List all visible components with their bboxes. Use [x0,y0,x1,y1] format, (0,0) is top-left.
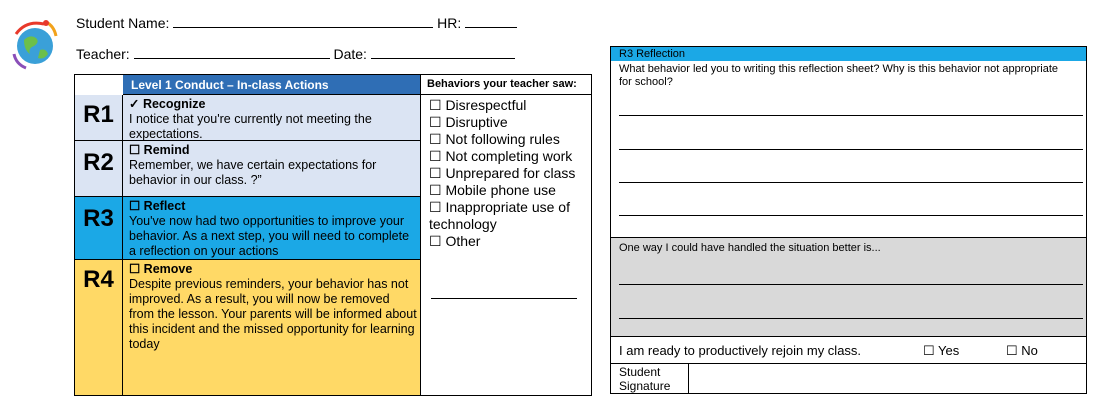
row-text [129,143,417,188]
row-heading: ☐ Remove [129,262,193,276]
ready-text: I am ready to productively rejoin my class. [619,343,862,358]
row-description: You've now had two opportunities to improve your behavior. As a next step, you will need to complete a reflection on your actions [129,214,410,258]
behavior-checkbox[interactable]: ☐ Unprepared for class [429,165,576,181]
behavior-checkbox[interactable]: ☐ Disruptive [429,114,508,130]
answer-line[interactable] [619,215,1083,216]
signature-label: Student Signature [611,364,689,393]
date-field[interactable] [371,45,515,59]
better-handling-section [611,237,1086,337]
conduct-row-r2 [75,141,421,197]
other-behavior-field[interactable] [431,298,577,299]
row-description: Remember, we have certain expectations for behavior in our class. ?” [129,158,377,187]
row-heading: ✓ Recognize [129,97,206,111]
row-label: R1 [75,95,123,140]
behavior-checkbox[interactable]: ☐ Other [429,233,481,249]
hr-label: HR: [437,15,462,31]
teacher-line [76,45,515,62]
ready-to-rejoin-row [611,337,1086,364]
date-label: Date: [333,46,367,62]
row-label: R3 [75,197,123,259]
yes-checkbox[interactable]: ☐ Yes [923,343,960,358]
answer-line[interactable] [619,284,1083,285]
school-logo-icon [6,14,64,72]
reflection-title: R3 Reflection [611,47,1086,61]
behavior-checkbox[interactable]: ☐ Not following rules [429,131,560,147]
behavior-checkbox[interactable]: ☐ Mobile phone use [429,182,556,198]
behavior-checkbox[interactable]: ☐ Disrespectful [429,97,527,113]
reflection-question: What behavior led you to writing this reflection sheet? Why is this behavior not appropriate for school? [619,63,1059,88]
behavior-checkbox[interactable]: ☐ Inappropriate use of technology [429,199,570,232]
answer-line[interactable] [619,149,1083,150]
no-checkbox[interactable]: ☐ No [1006,343,1038,358]
answer-line[interactable] [619,182,1083,183]
behaviors-title: Behaviors your teacher saw: [421,75,591,95]
better-handling-prompt: One way I could have handled the situation better is... [619,242,881,254]
row-text [129,97,417,142]
row-text [129,199,417,259]
student-name-line [76,14,517,31]
student-name-label: Student Name: [76,15,170,31]
row-heading: ☐ Reflect [129,199,186,213]
conduct-row-r3 [75,197,421,260]
row-label: R4 [75,260,123,395]
conduct-row-r4 [75,260,421,395]
row-heading: ☐ Remind [129,143,190,157]
level-title: Level 1 Conduct – In-class Actions [123,75,421,95]
row-label: R2 [75,141,123,196]
hr-field[interactable] [465,14,517,28]
student-name-field[interactable] [173,14,433,28]
conduct-table [74,74,592,396]
teacher-label: Teacher: [76,46,130,62]
conduct-row-r1 [75,95,421,141]
behavior-checkbox[interactable]: ☐ Not completing work [429,148,573,164]
row-description: Despite previous reminders, your behavior has not improved. As a result, you will now be removed from the lesson. Your parents will be informed about this incident and the missed opportunity for learning today [129,277,417,351]
answer-line[interactable] [619,115,1083,116]
behaviors-list [429,97,591,250]
row-text [129,262,417,352]
teacher-field[interactable] [134,45,330,59]
row-description: I notice that you're currently not meeting the expectations. [129,112,372,141]
reflection-panel [610,46,1087,394]
answer-line[interactable] [619,318,1083,319]
